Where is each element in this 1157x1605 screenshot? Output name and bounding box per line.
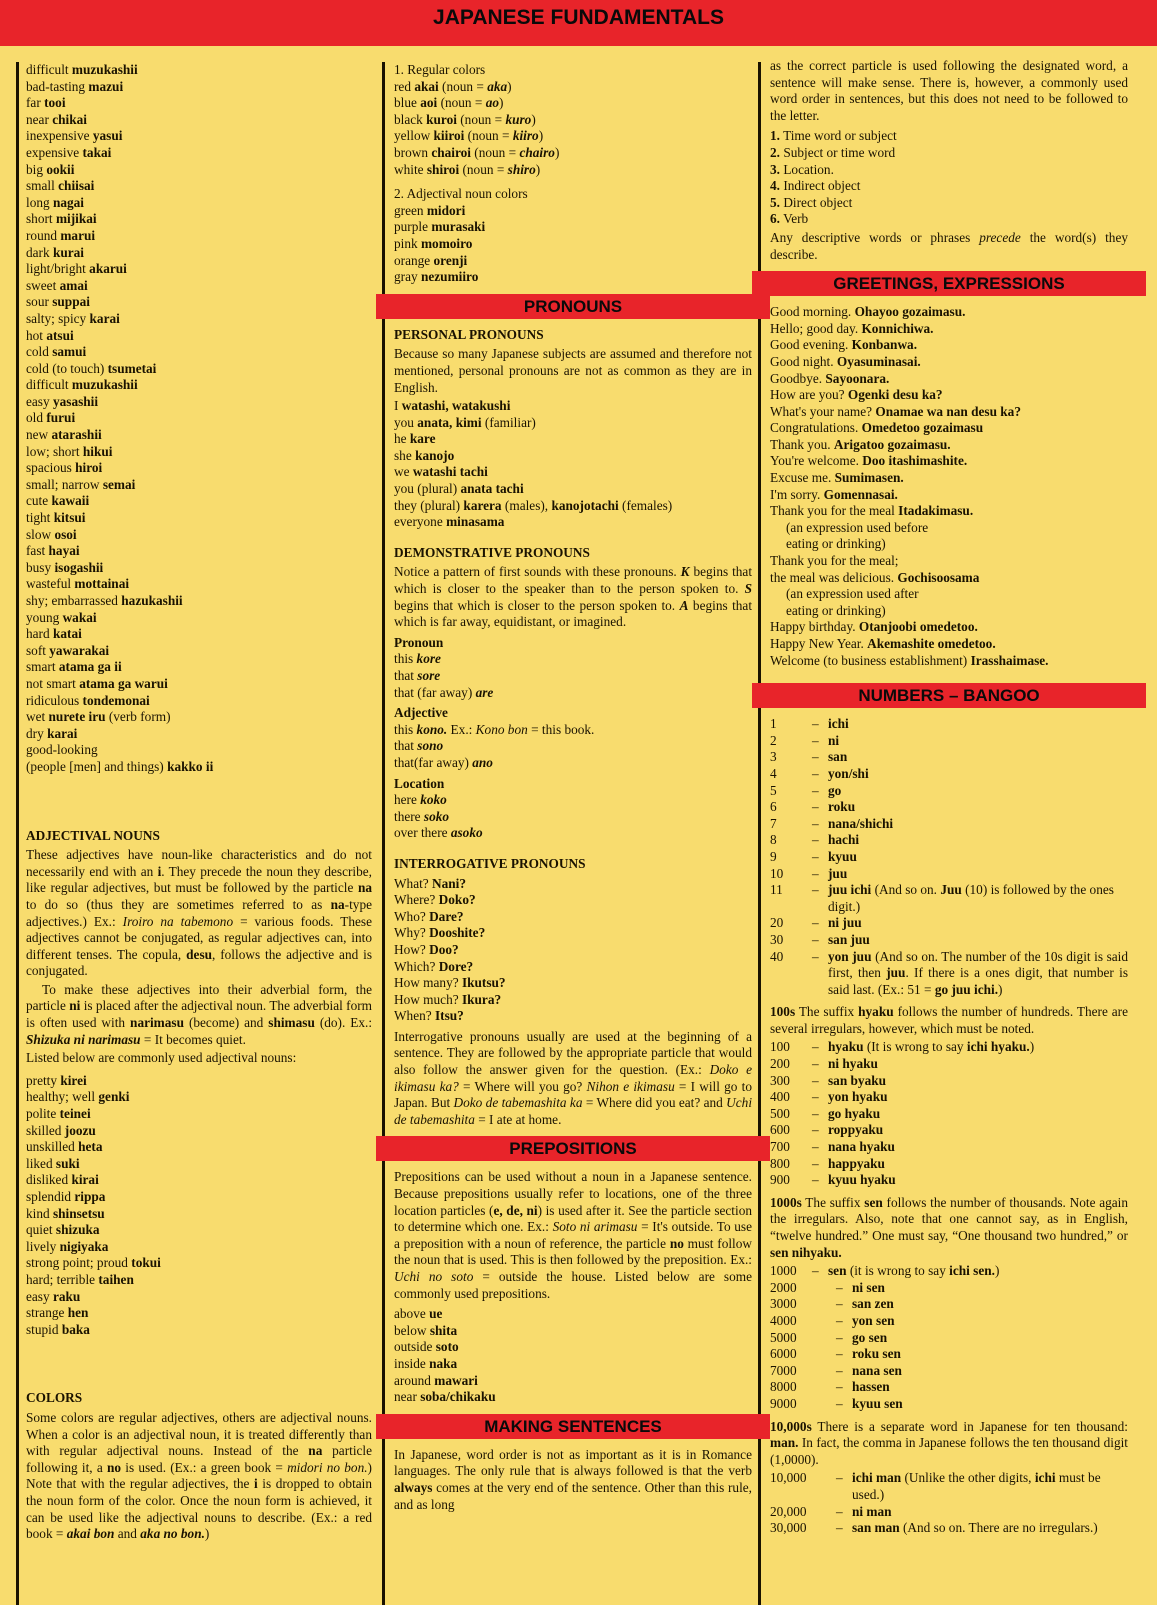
list-item: low; short hikui [26,443,113,459]
section-heading: INTERROGATIVE PRONOUNS [394,855,586,871]
list-item: 400 – yon hyaku [770,1089,888,1105]
list-item: purple murasaki [394,219,486,235]
list-item: 100 – hyaku (It is wrong to say ichi hyaku.) [770,1039,1035,1055]
list-item: 2. Subject or time word [770,144,896,160]
list-item: Happy birthday. Otanjoobi omedetoo. [770,619,978,635]
list-item: 3. Location. [770,161,834,177]
list-item: 200 – ni hyaku [770,1056,878,1072]
list-item: 6000 – roku sen [770,1346,901,1362]
pronouns-band: PRONOUNS [376,294,770,319]
list-item: light/bright akarui [26,261,127,277]
list-item: 11 – juu ichi (And so on. Juu (10) is followed by the ones digit.) [770,882,1114,914]
list-item: Who? Dare? [394,908,464,924]
list-item: Good evening. Konbanwa. [770,337,918,353]
list-item: near soba/chikaku [394,1389,496,1405]
list-item: dark kurai [26,244,85,260]
list-item: Thank you. Arigatoo gozaimasu. [770,436,951,452]
list-item: old furui [26,410,76,426]
list-item: cute kawaii [26,493,90,509]
list-item: easy yasashii [26,393,99,409]
list-item: polite teinei [26,1106,91,1122]
list-item: cold samui [26,344,87,360]
paragraph: 10,000s There is a separate word in Japanese for ten thousand: man. In fact, the comma in Japanese follows the ten thousand digit (1,0000). [770,1418,1128,1467]
paragraph: To make these adjectives into their adverbial form, the particle ni is placed after the adjectival noun. The adverbial form is often used with narimasu (become) and shimasu (do). Ex.: Shizuka ni narimasu = It becomes quiet. [26,981,373,1047]
list-item: new atarashii [26,427,102,443]
list-item: not smart atama ga warui [26,675,168,691]
paragraph: Prepositions can be used without a noun in a Japanese sentence. Because prepositions usually refer to locations, one of the three location particles (e, de, ni) is used after it. See the particle section to determine which one. Ex.: Soto ni arimasu = It's outside. To use a preposition with a noun of reference, the particle no must follow the noun that is used. This is then followed by the preposition. Ex.: Uchi no soto = outside the house. Listed below are some commonly used prepositions. [394,1169,752,1301]
column-sentences-numbers [770,56,1128,1537]
list-item: wasteful mottainai [26,576,130,592]
hundreds-list [770,1056,1128,1189]
list-item: hard; terrible taihen [26,1271,134,1287]
list-item: small chiisai [26,178,95,194]
note: eating or drinking) [786,602,886,618]
list-item: this kore [394,651,441,667]
list-item: sweet amai [26,277,88,293]
list-item: Where? Doko? [394,892,476,908]
list-item: good-looking [26,742,98,758]
list-item: black kuroi (noun = kuro) [394,111,536,127]
list-item: 800 – happyaku [770,1155,885,1171]
list-item: (people [men] and things) kakko ii [26,758,214,774]
paragraph: These adjectives have noun-like characteristics and do not necessarily end with an i. They precede the noun they describe, like regular adjectives, but must be followed by the particle na to do so (thus they are sometimes referred to as na-type adjectives.) Ex.: Iroiro na tabemono = various foods. These adjectives cannot be conjugated, as regular adjectives can, into different tenses. The copula, desu, follows the adjective and is conjugated. [26,847,372,979]
section-heading: DEMONSTRATIVE PRONOUNS [394,544,590,560]
list-item: hard katai [26,626,82,642]
list-item: pink momoiro [394,235,473,251]
list-item: the meal was delicious. Gochisoosama [770,569,980,585]
list-item: Welcome (to business establishment) Irasshaimase. [770,652,1049,668]
pronoun-list [394,651,752,701]
list-item: How are you? Ogenki desu ka? [770,387,943,403]
list-item: Congratulations. Omedetoo gozaimasu [770,420,984,436]
list-item: 5 – go [770,782,842,798]
greetings-list [770,304,1128,520]
adjectival-noun-list [26,1073,372,1339]
personal-pronoun-list [394,398,752,498]
note: (an expression used before [786,519,929,535]
list-item: we watashi tachi [394,464,488,480]
list-item: he kare [394,431,436,447]
list-item: 7 – nana/shichi [770,815,894,831]
paragraph: Listed below are commonly used adjectival nouns: [26,1050,297,1066]
list-item: brown chairoi (noun = chairo) [394,144,560,160]
paragraph: Because so many Japanese subjects are assumed and therefore not mentioned, personal pronouns are not as common as they are in English. [394,346,752,395]
list-item: young wakai [26,609,97,625]
list-item: quiet shizuka [26,1222,100,1238]
paragraph: Interrogative pronouns usually are used at the beginning of a sentence. They are followed by the appropriate particle that would also follow the answer given for the question. (Ex.: Doko e ikimasu ka? = Where will you go? Nihon e ikimasu = I will go to Japan. But Doko de tabemashita ka = Where did you eat? and Uchi de tabemashita = I ate at home. [394,1028,753,1127]
list-item: 7000 – nana sen [770,1362,902,1378]
list-item: Goodbye. Sayoonara. [770,370,890,386]
list-item: 3 – san [770,749,848,765]
list-item: short mijikai [26,211,97,227]
paragraph: Some colors are regular adjectives, others are adjectival nouns. When a color is an adjectival noun, it is treated differently than with regular adjectival nouns. Instead of the na particle following it, a no is used. (Ex.: a green book = midori no bon.) Note that with the regular adjectives, the i is dropped to obtain the noun form of the color. Once the noun form is achieved, it can be used like the adjectival nouns to describe. (Ex.: a red book = akai bon and aka no bon.) [26,1409,373,1542]
list-item: 9000 – kyuu sen [770,1395,903,1411]
prepositions-band: PREPOSITIONS [376,1136,770,1161]
list-item: What's your name? Onamae wa nan desu ka? [770,403,1021,419]
paragraph: 100s The suffix hyaku follows the number of hundreds. There are several irregulars, however, which must be noted. [770,1004,1129,1036]
list-item: blue aoi (noun = ao) [394,95,504,111]
list-item: I watashi, watakushi [394,398,511,414]
adjective-list [394,738,752,771]
list-item: dry karai [26,725,78,741]
list-item: 2000 – ni sen [770,1279,885,1295]
paragraph: Any descriptive words or phrases precede the word(s) they describe. [770,229,1128,262]
list-item: Happy New Year. Akemashite omedetoo. [770,636,996,651]
sub-heading: Adjective [394,705,448,721]
list-item: expensive takai [26,144,112,160]
section-heading: 1. Regular colors [394,62,486,77]
list-item: inexpensive yasui [26,128,123,144]
list-item: slow osoi [26,526,77,542]
section-heading: ADJECTIVAL NOUNS [26,827,160,843]
list-item: busy isogashii [26,559,104,575]
list-item: What? Nani? [394,875,467,891]
section-heading: PERSONAL PRONOUNS [394,326,544,342]
making-sentences-band: MAKING SENTENCES [376,1414,770,1439]
list-item: 4000 – yon sen [770,1312,895,1328]
list-item: that sore [394,668,441,683]
list-item: Thank you for the meal Itadakimasu. [770,503,974,519]
list-item: 6 – roku [770,799,856,815]
column-divider [16,62,19,1605]
paragraph: Notice a pattern of first sounds with these pronouns. K begins that which is closer to the speaker than to the person spoken to. S begins that which is closer to the person spoken to. A begins that which is far away, equidistant, or imagined. [394,564,753,630]
list-item: You're welcome. Doo itashimashite. [770,453,968,469]
list-item: salty; spicy karai [26,310,120,326]
list-item: Good night. Oyasuminasai. [770,353,921,369]
list-item: 10 – juu [770,865,848,881]
list-item: strong point; proud tokui [26,1255,161,1271]
word-order-list [770,128,1128,228]
list-item: 500 – go hyaku [770,1105,881,1121]
numbers-list [770,716,1128,882]
list-item: cold (to touch) tsumetai [26,360,157,376]
column-pronouns [394,62,752,1515]
list-item: sour suppai [26,294,90,310]
page-title: JAPANESE FUNDAMENTALS [0,0,1157,46]
list-item: here koko [394,792,447,808]
list-item: near chikai [26,111,87,127]
list-item: everyone minasama [394,514,505,530]
list-item: white shiroi (noun = shiro) [394,161,541,177]
list-item: Excuse me. Sumimasen. [770,470,904,486]
list-item: 20 – ni juu [770,915,862,931]
list-item: 40 – yon juu (And so on. The number of the 10s digit is said first, then juu. If there is a ones digit, that number is said last. (Ex.: 51 = go juu ichi.) [770,948,1129,997]
list-item: Thank you for the meal; [770,553,899,569]
paragraph: 1000s The suffix sen follows the number of thousands. Note again the irregulars. Also, note that one cannot say, as in English, “twelve hundred.” One must say, “One thousand two hundred,” or sen nihyaku. [770,1194,1129,1260]
interrogative-list [394,876,752,1025]
list-item: above ue [394,1306,443,1322]
paragraph: as the correct particle is used following the designated word, a sentence will make sense. There is, however, a commonly used word order in sentences, but this does not need to be followed to the letter. [770,58,1128,123]
list-item: that (far away) are [394,684,494,700]
list-item: you anata, kimi (familiar) [394,414,536,430]
numbers-band: NUMBERS – BANGOO [752,683,1146,708]
list-item: that sono [394,738,444,754]
list-item: 300 – san byaku [770,1072,887,1088]
list-item: healthy; well genki [26,1089,130,1105]
list-item: Hello; good day. Konnichiwa. [770,320,934,336]
thousands-list [770,1280,1128,1413]
list-item: 5000 – go sen [770,1329,888,1345]
list-item: 10,000 – ichi man (Unlike the other digits, ichi must be used.) [770,1470,1101,1502]
list-item: you (plural) anata tachi [394,481,524,497]
list-item: gray nezumiiro [394,269,479,285]
list-item: 900 – kyuu hyaku [770,1172,896,1188]
list-item: red akai (noun = aka) [394,78,512,94]
list-item: easy raku [26,1288,81,1304]
list-item: there soko [394,808,450,824]
list-item: 2 – ni [770,732,840,748]
list-item: over there asoko [394,825,483,841]
list-item: 4 – yon/shi [770,765,869,781]
numbers-list [770,915,1128,948]
list-item: unskilled heta [26,1139,103,1155]
list-item: that(far away) ano [394,754,493,770]
list-item: 1 – ichi [770,716,849,732]
list-item: stupid baka [26,1321,90,1337]
list-item: Good morning. Ohayoo gozaimasu. [770,304,966,320]
regular-colors-list [394,79,752,179]
preposition-list [394,1306,752,1406]
list-item: 8000 – hassen [770,1379,890,1395]
list-item: 3000 – san zen [770,1296,894,1312]
list-item: Why? Dooshite? [394,925,486,941]
list-item: 30 – san juu [770,931,870,947]
list-item: skilled joozu [26,1122,96,1138]
list-item: How much? Ikura? [394,991,502,1007]
list-item: Which? Dore? [394,958,474,974]
list-item: long nagai [26,194,85,210]
sub-heading: Location [394,775,445,791]
list-item: inside naka [394,1355,458,1371]
adjective-list [26,62,372,742]
section-heading: COLORS [26,1390,83,1406]
list-item: smart atama ga ii [26,659,122,675]
sub-heading: Pronoun [394,634,444,650]
list-item: difficult muzukashii [26,62,138,77]
list-item: spacious hiroi [26,460,103,476]
adjectival-colors-list [394,203,752,286]
list-item: 1. Time word or subject [770,128,897,144]
list-item: they (plural) karera (males), kanojotachi (females) [394,497,673,513]
list-item: tight kitsui [26,510,86,526]
list-item: 4. Indirect object [770,178,861,194]
list-item: When? Itsu? [394,1008,464,1024]
list-item: round marui [26,227,96,243]
list-item: strange hen [26,1305,89,1321]
list-item: How? Doo? [394,941,459,957]
list-item: 20,000 – ni man [770,1503,892,1519]
list-item: green midori [394,202,466,218]
list-item: hot atsui [26,327,74,343]
list-item: 6. Verb [770,211,809,227]
list-item: disliked kirai [26,1172,99,1188]
list-item: splendid rippa [26,1189,106,1204]
list-item: 5. Direct object [770,194,853,210]
list-item: wet nurete iru (verb form) [26,709,171,725]
list-item: difficult muzukashii [26,377,138,393]
note: (an expression used after [786,586,919,602]
column-adjectives [26,62,372,1545]
list-item: outside soto [394,1339,459,1355]
list-item: How many? Ikutsu? [394,975,506,991]
list-item: liked suki [26,1155,80,1171]
list-item: 600 – roppyaku [770,1122,884,1138]
list-item: big ookii [26,161,75,177]
list-item: this kono. Ex.: Kono bon = this book. [394,721,595,737]
section-heading: 2. Adjectival noun colors [394,186,528,202]
list-item: 8 – hachi [770,832,860,848]
list-item: she kanojo [394,447,455,463]
location-list [394,792,752,842]
list-item: shy; embarrassed hazukashii [26,593,183,608]
list-item: fast hayai [26,543,80,559]
list-item: ridiculous tondemonai [26,692,150,708]
list-item: soft yawarakai [26,642,110,658]
list-item: 1000 – sen (it is wrong to say ichi sen.) [770,1263,1000,1279]
list-item: far tooi [26,95,66,111]
list-item: below shita [394,1322,458,1338]
list-item: yellow kiiroi (noun = kiiro) [394,128,544,144]
list-item: small; narrow semai [26,476,136,492]
greetings-list [770,619,1128,669]
list-item: kind shinsetsu [26,1205,105,1221]
note: eating or drinking) [786,536,886,552]
list-item: 30,000 – san man (And so on. There are no irregulars.) [770,1520,1098,1536]
list-item: 9 – kyuu [770,848,857,864]
list-item: I'm sorry. Gomennasai. [770,486,898,502]
list-item: pretty kirei [26,1072,87,1088]
list-item: 700 – nana hyaku [770,1139,895,1155]
paragraph: In Japanese, word order is not as important as it is in Romance languages. The only rule that is always followed is that the verb always comes at the very end of the sentence. Other than this rule, and as long [394,1446,753,1512]
list-item: orange orenji [394,252,468,268]
greetings-band: GREETINGS, EXPRESSIONS [752,271,1146,296]
list-item: around mawari [394,1372,478,1388]
list-item: lively nigiyaka [26,1238,109,1254]
list-item: bad-tasting mazui [26,78,124,94]
